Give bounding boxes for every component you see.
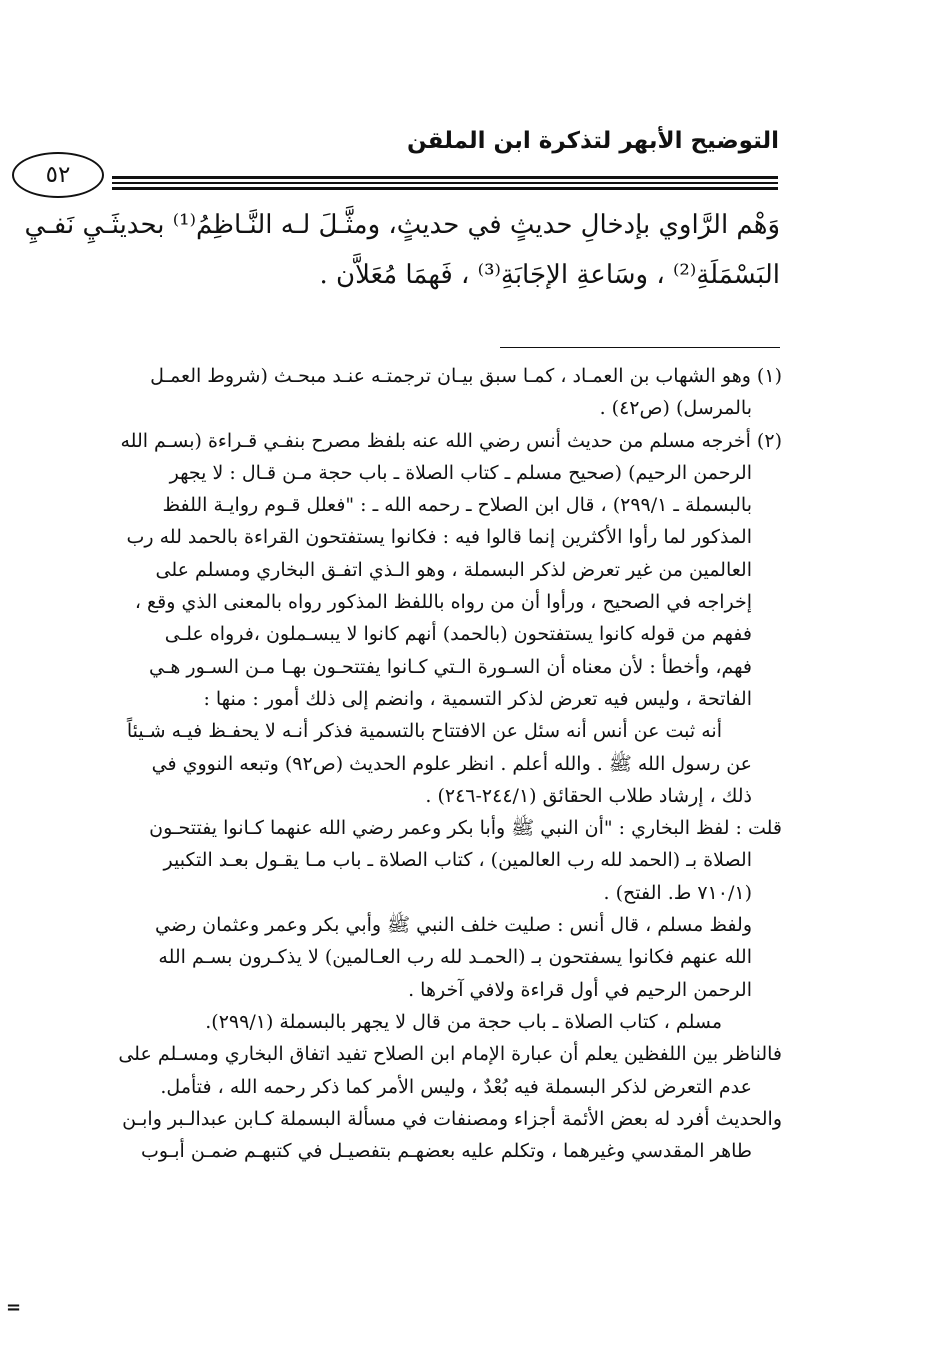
main-text-line: وَهْم الرَّاوي بإدخالِ حديثٍ في حديثٍ، ومثَّـلَ لـه النَّـاظِمُ⁽¹⁾ بحديثَـيِ نَفـيِ [24,210,780,240]
footnote-line: والحديث أفرد له بعض الأئمة أجزاء ومصنفات في مسألة البسملة كـابن عبدالـبر وابـن [122,1107,782,1130]
footnote-line: المذكور لما رأوا الأكثرين إنما قالوا فيه : فكانوا يستفتحون القراءة بالحمد لله رب [126,526,752,549]
header-rule-bottom [112,187,778,190]
footnote-line: بالمرسل) (ص٤٢) . [599,397,752,420]
footnote-line: بالبسملة ـ ٢٩٩/١) ، قال ابن الصلاح ـ رحمه الله ـ : "فعلل قـوم روايـة اللفظ [162,494,752,517]
running-header-title: التوضيح الأبهر لتذكرة ابن الملقن [406,128,779,154]
footnote-line: فالناظر بين اللفظين يعلم أن عبارة الإمام ابن الصلاح تفيد اتفاق البخاري ومسـلم على [118,1043,782,1066]
footnote-line: ففهم من قوله كانوا يستفتحون (بالحمد) أنهم كانوا لا يبسـملون ،فرواه علـى [164,623,752,646]
footnote-line: إخراجه في الصحيح ، ورأوا أن من رواه باللفظ المذكور رواه بالمعنى الذي وقع ، [134,591,752,614]
footnote-line: الرحمن الرحيم في أول قراءة ولافي آخرها . [408,978,752,1001]
footnote-line: مسلم ، كتاب الصلاة ـ باب حجة من قال لا يجهر بالبسملة (٢٩٩/١). [205,1010,722,1033]
header-rule-middle [112,182,778,184]
footnote-line: (٧١٠/١ ط. الفتح) . [603,881,752,904]
continuation-mark: = [6,1297,22,1318]
footnote-divider [500,347,780,348]
footnote-line: العالمين من غير تعرض لذكر البسملة ، وهو الـذي اتفـق البخاري ومسلم على [155,558,752,581]
footnote-line: ذلك ، إرشاد طلاب الحقائق (٢٤٤/١-٢٤٦) . [425,784,752,807]
footnote-line: طاهر المقدسي وغيرهما ، وتكلم عليه بعضهـم بتفصيـل في كتبهـم ضمـن أبـوب [140,1140,752,1163]
main-text [20,200,780,300]
footnote-line: عدم التعرض لذكر البسملة فيه بُعْدٌ ، وليس الأمر كما ذكر رحمه الله ، فتأمل. [160,1075,752,1098]
footnote-line: الفاتحة ، وليس فيه تعرض لذكر التسمية ، وانضم إلى ذلك أمور : منها : [203,687,752,710]
main-text-line: البَسْمَلَةِ⁽²⁾ ، وسَاعةِ الإجَابَةِ⁽³⁾ ، فَهمَا مُعَلاَّن . [319,260,780,290]
footnote-line: (٢) أخرجه مسلم من حديث أنس رضي الله عنه بلفظ مصرح بنفـي قـراءة (بسـم الله [120,429,782,452]
footnote-line: الله عنهم فكانوا يسفتحون بـ (الحمـد لله رب العـالمين) لا يذكـرون بسـم الله [158,946,752,969]
footnote-line: (١) وهو الشهاب بن العمـاد ، كمـا سبق بيـان ترجمتـه عنـد مبحـث (شروط العمـل [150,365,782,387]
header-rule-top [112,176,778,179]
footnote-line: ولفظ مسلم ، قال أنس : صليت خلف النبي ﷺ وأبي بكر وعمر وعثمان رضي [154,914,752,937]
footnote-line: الرحمن الرحيم) (صحيح مسلم ـ كتاب الصلاة ـ باب حجة مـن قـال : لا يجهر [169,461,752,484]
footnote-line: أنه ثبت عن أنس أنه سئل عن الافتتاح بالتسمية فذكر أنـه لا يحفـظ فيـه شـيئاً [126,720,722,743]
footnote-line: قلت : لفظ البخاري : "أن النبي ﷺ وأبا بكر وعمر رضي الله عنهما كـانوا يفتتحـون [149,817,782,840]
footnote-line: فهم، وأخطأ : لأن معناه أن السـورة الـتي كـانوا يفتتحـون بهـا مـن السـور هـي [148,655,752,678]
page-number-badge: ٥٢ [12,152,104,198]
footnote-line: عن رسول الله ﷺ . والله أعلم . انظر علوم الحديث (ص٩٢) وتبعه النووي في [151,752,752,775]
footnotes [10,360,782,1167]
footnote-line: الصلاة بـ (الحمد لله رب العالمين) ، كتاب الصلاة ـ باب مـا يقـول بعـد التكبير [163,849,752,872]
